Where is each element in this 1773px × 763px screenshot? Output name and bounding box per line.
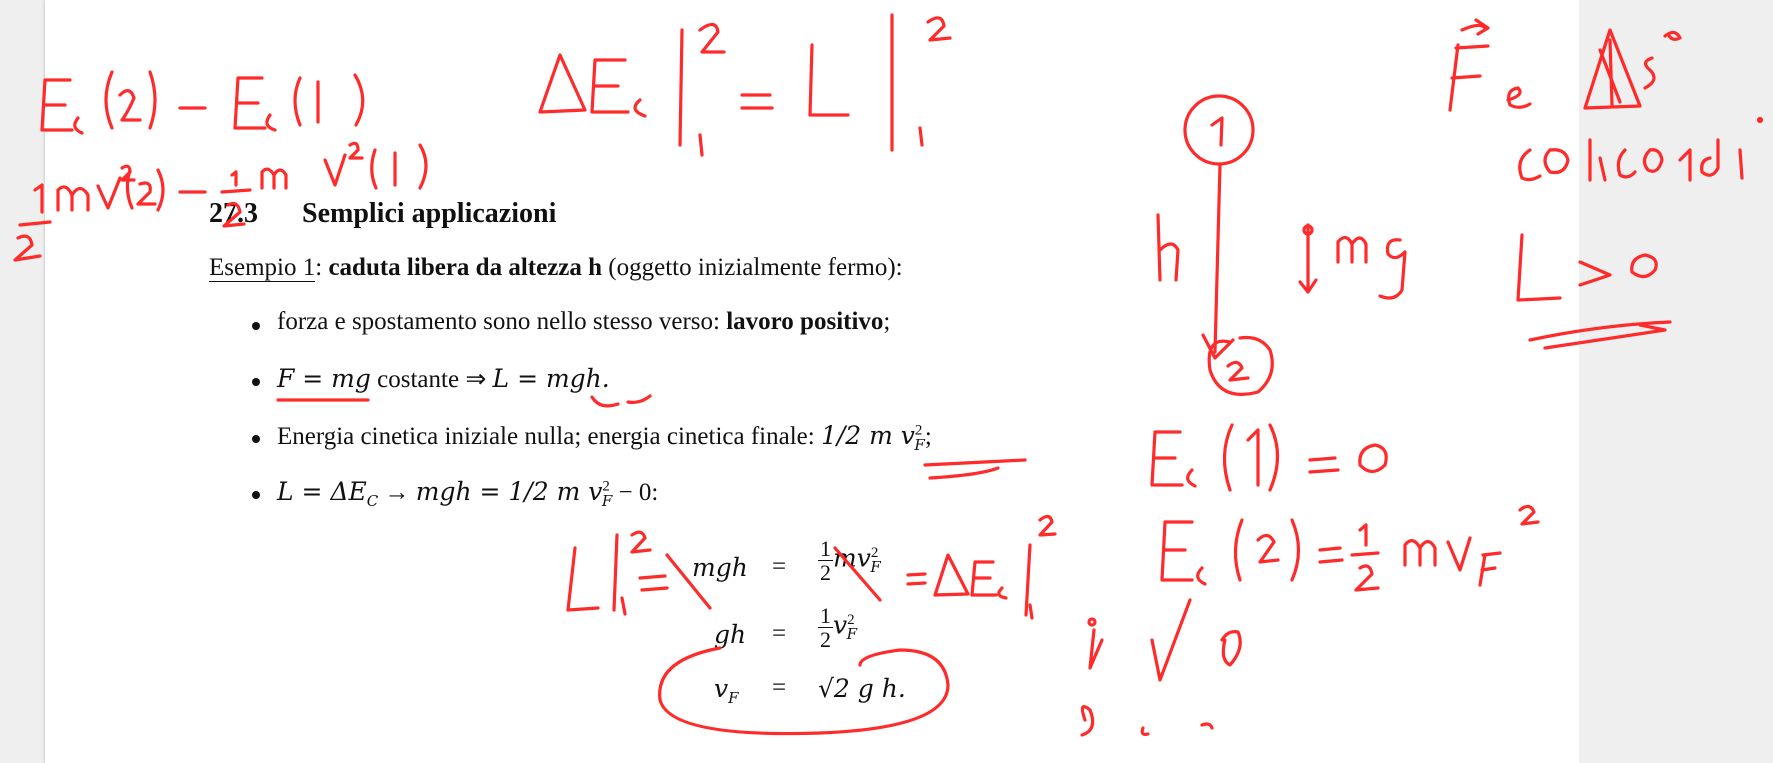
- bullet-4-arrow: →: [378, 479, 416, 506]
- bullet-3: [277, 421, 932, 454]
- eq1-frac: [818, 537, 833, 584]
- bullet-1: [277, 308, 890, 336]
- eq2-frac: [818, 604, 833, 651]
- example-line: [209, 254, 903, 282]
- section-number: 27.3: [209, 198, 258, 229]
- bullet-3-end: ;: [924, 423, 932, 450]
- bullet-4-math-a: L = ΔE: [277, 477, 367, 506]
- eq3-lhs: [714, 674, 739, 707]
- bullet-dot: [252, 491, 260, 499]
- bullet-4-tail: − 0:: [612, 479, 659, 506]
- eq1-num: 1: [820, 536, 831, 561]
- bullet-4: [277, 477, 658, 510]
- eq2-lhs: gh: [714, 620, 747, 649]
- bullet-4-sub-a: C: [366, 492, 379, 510]
- bullet-4-sub-b: F: [601, 492, 613, 510]
- bullet-3-sup: 2: [914, 422, 923, 439]
- eq2-sub: F: [846, 625, 858, 644]
- eq3-eq: =: [772, 674, 787, 701]
- bullet-2-mid: costante ⇒: [370, 366, 493, 393]
- eq1-eq: =: [772, 553, 787, 580]
- eq2-rhs-var: v: [833, 610, 848, 640]
- example-colon: :: [315, 254, 323, 281]
- bullet-3-math: 1/2 m v: [820, 421, 915, 450]
- bullet-2: [277, 364, 610, 394]
- bullet-2-lhs: F = mg: [277, 364, 371, 393]
- eq1-sup: 2: [870, 545, 879, 561]
- bullet-dot: [252, 322, 260, 330]
- bullet-1-end: ;: [883, 308, 891, 335]
- eq1-sub: F: [870, 558, 881, 577]
- bullet-2-rhs: L = mgh.: [492, 364, 610, 393]
- eq2-eq: =: [772, 620, 787, 647]
- example-title-bold: caduta libera da altezza h: [328, 254, 603, 281]
- right-gutter: [1579, 0, 1773, 763]
- bullet-3-text: Energia cinetica iniziale nulla; energia cinetica finale:: [277, 423, 821, 450]
- example-label: Esempio 1: [209, 254, 316, 281]
- eq3-lhs-var: v: [714, 674, 729, 703]
- bullet-dot: [252, 435, 260, 443]
- eq3-lhs-sub: F: [728, 689, 739, 707]
- bullet-1-bold: lavoro positivo: [726, 308, 884, 335]
- eq1-rhs-var: mv: [833, 543, 871, 573]
- bullet-1-text: forza e spostamento sono nello stesso verso:: [277, 308, 727, 335]
- eq1-rhs: [818, 537, 881, 584]
- eq2-rhs: [818, 604, 857, 651]
- eq2-den: 2: [820, 627, 831, 653]
- document-page: [45, 0, 1579, 763]
- bullet-dot: [252, 378, 260, 386]
- eq3-rhs: √2 g h.: [818, 674, 906, 703]
- bullet-4-math-b: mgh = 1/2 m v: [415, 477, 603, 506]
- eq1-lhs: mgh: [692, 553, 748, 582]
- eq2-sup: 2: [847, 612, 855, 628]
- eq2-num: 1: [820, 603, 831, 628]
- section-title: Semplici applicazioni: [302, 198, 557, 229]
- eq1-den: 2: [820, 560, 831, 586]
- bullet-3-sub: F: [914, 436, 925, 454]
- bullet-4-sup-b: 2: [602, 478, 610, 495]
- example-title-rest: (oggetto inizialmente fermo):: [608, 254, 903, 281]
